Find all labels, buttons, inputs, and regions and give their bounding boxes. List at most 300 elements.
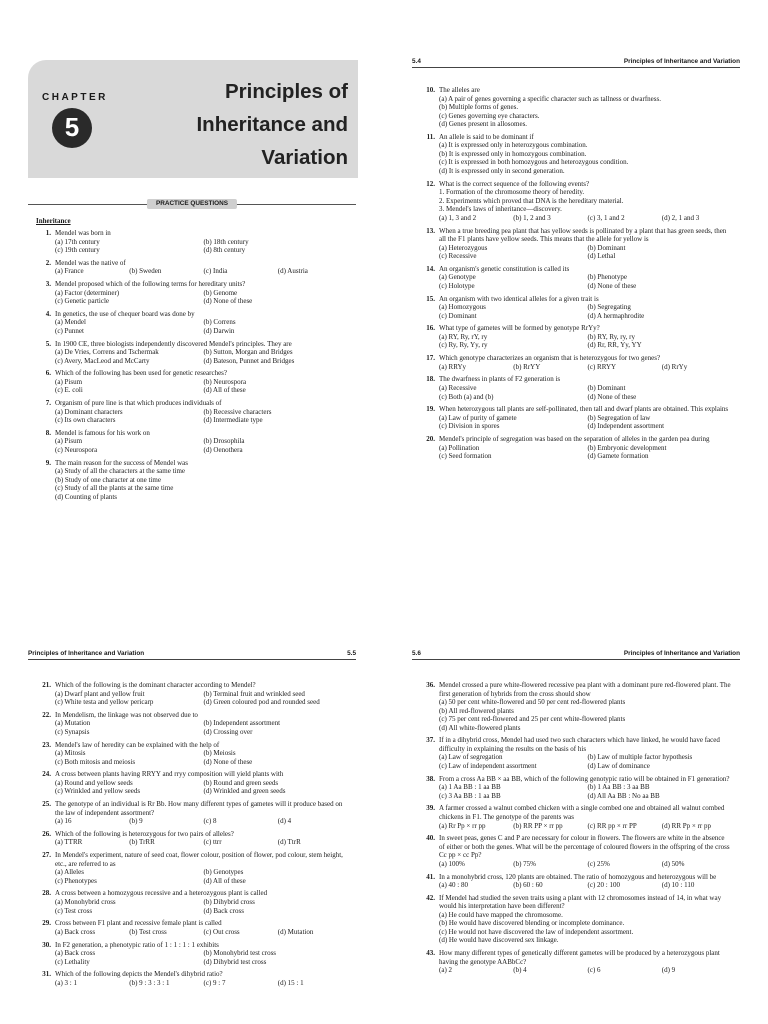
running-header <box>412 58 740 68</box>
answer-option: (a) TTRR <box>55 838 83 847</box>
question-number: 5. <box>45 339 51 348</box>
answer-option: (d) Genes present in allosomes. <box>439 120 528 129</box>
question-number: 23. <box>42 740 51 749</box>
answer-option: (c) 3 Aa BB : 1 aa BB <box>439 791 501 800</box>
option-list <box>420 244 732 261</box>
answer-option: (d) All of these <box>203 386 246 395</box>
question-number: 12. <box>426 179 435 188</box>
option-list <box>420 214 732 223</box>
page-number: 5.6 <box>412 650 421 658</box>
answer-option: (c) RR pp × rr PP <box>587 821 637 830</box>
answer-option: (d) Dihybrid test cross <box>203 957 267 966</box>
question-number: 4. <box>45 309 51 318</box>
question-number: 30. <box>42 940 51 949</box>
answer-option: (b) Genotypes <box>203 868 244 877</box>
question-item <box>36 889 348 915</box>
answer-option: (b) Dominant <box>587 383 626 392</box>
option-list <box>36 238 348 255</box>
question-number: 21. <box>42 681 51 689</box>
question-number: 25. <box>42 800 51 809</box>
answer-option: (a) Homozygous <box>439 303 486 312</box>
question-text: What is the correct sequence of the following events? <box>439 179 590 188</box>
answer-option: (a) 40 : 80 <box>439 881 468 890</box>
answer-option: (b) 18th century <box>203 237 249 246</box>
answer-option: (d) Lethal <box>587 252 616 261</box>
answer-option: (a) Back cross <box>55 949 96 958</box>
answer-option: (b) 9 <box>129 817 143 826</box>
page-1 <box>0 0 384 512</box>
question-item <box>420 834 732 868</box>
answer-option: (a) 50 per cent white-flowered and 50 per cent red-flowered plants <box>439 698 626 707</box>
question-text: How many different types of genetically different gametes will be produced by a heterozygous plant having the genotype AABbCc? <box>439 949 720 966</box>
answer-option: (b) RY, Ry, ry, ry <box>587 332 635 341</box>
question-text: An allele is said to be dominant if <box>439 132 534 141</box>
question-item <box>36 310 348 336</box>
answer-option: (d) 2, 1 and 3 <box>661 213 700 222</box>
answer-option: (b) Independent assortment <box>203 719 281 728</box>
question-text: When heterozygous tall plants are self-pollinated, then tall and dwarf plants are obtained. This explains <box>439 405 729 414</box>
answer-option: (b) Embryonic development <box>587 443 667 452</box>
question-number: 26. <box>42 829 51 838</box>
question-item <box>420 949 732 975</box>
page-4 <box>384 512 768 1024</box>
answer-option: (d) None of these <box>587 392 637 401</box>
question-number: 16. <box>426 324 435 333</box>
question-item <box>36 919 348 936</box>
question-text: Which genotype characterizes an organism that is heterozygous for two genes? <box>439 354 661 363</box>
answer-option: (b) Recessive characters <box>203 407 272 416</box>
question-item <box>420 180 732 223</box>
answer-option: (b) Drosophila <box>203 437 245 446</box>
answer-option: (a) RY, Ry, rY, ry <box>439 332 488 341</box>
question-item <box>420 265 732 291</box>
answer-option: (c) Holotype <box>439 281 475 290</box>
answer-option: (d) 50% <box>661 859 685 868</box>
option-list <box>36 318 348 335</box>
chapter-label: CHAPTER <box>42 92 108 103</box>
question-number: 43. <box>426 949 435 958</box>
question-item <box>420 375 732 401</box>
answer-option: (b) Segregation of law <box>587 413 651 422</box>
option-list <box>420 303 732 320</box>
question-text: Mendel's principle of segregation was based on the separation of alleles in the garden pea during <box>439 435 710 443</box>
question-item <box>36 851 348 885</box>
question-text: An organism with two identical alleles for a given trait is <box>439 294 599 303</box>
answer-option: (d) It is expressed only in second generation. <box>439 166 565 175</box>
answer-option: (d) 9 <box>661 966 676 975</box>
question-list <box>36 681 348 992</box>
question-text: A cross between plants having RRYY and rryy composition will yield plants with <box>55 770 284 779</box>
answer-option: (d) Law of dominance <box>587 761 650 770</box>
answer-option: (b) He would have discovered blending or incomplete dominance. <box>439 919 625 928</box>
answer-option: (b) Genome <box>203 288 238 297</box>
question-text: Mendel proposed which of the following terms for hereditary units? <box>55 280 246 289</box>
chapter-title <box>148 76 348 174</box>
answer-option: (d) A hermaphrodite <box>587 311 645 320</box>
question-text: Mendel is famous for his work on <box>55 428 150 437</box>
question-number: 8. <box>45 428 51 437</box>
question-text: The main reason for the success of Mendel was <box>55 458 188 467</box>
question-item <box>420 133 732 176</box>
answer-option: (b) RrYY <box>513 362 541 371</box>
answer-option: (a) Factor (determiner) <box>55 288 120 297</box>
answer-option: (d) Mutation <box>277 927 314 936</box>
answer-option: (c) 6 <box>587 966 601 975</box>
statement: 3. Mendel's laws of inheritance—discovery. <box>439 205 562 214</box>
question-number: 7. <box>45 399 51 408</box>
question-number: 6. <box>45 369 51 378</box>
option-list <box>420 384 732 401</box>
answer-option: (c) It is expressed in both homozygous and heterozygous condition. <box>439 158 629 167</box>
page-number: 5.4 <box>412 58 421 66</box>
question-item <box>420 354 732 371</box>
answer-option: (c) Synapsis <box>55 727 90 736</box>
question-item <box>420 295 732 321</box>
answer-option: (a) He could have mapped the chromosome. <box>439 910 563 919</box>
option-list <box>36 898 348 915</box>
answer-option: (c) Recessive <box>439 252 477 261</box>
chapter-title-line: Variation <box>261 145 348 169</box>
question-text: Mendel crossed a pure white-flowered recessive pea plant with a dominant pure red-flowered plant. The first generation of hybrids from the cross should show <box>439 681 731 698</box>
option-list <box>36 408 348 425</box>
answer-option: (c) Wrinkled and yellow seeds <box>55 787 141 796</box>
question-item <box>36 399 348 425</box>
answer-option: (c) Phenotypes <box>55 876 97 885</box>
question-number: 24. <box>42 770 51 779</box>
question-text: Which of the following depicts the Mendel's dihybrid ratio? <box>55 970 223 979</box>
question-text: Mendel was born in <box>55 229 111 237</box>
question-text: Organism of pure line is that which produces individuals of <box>55 399 222 408</box>
answer-option: (a) 16 <box>55 817 72 826</box>
answer-option: (c) Seed formation <box>439 452 492 461</box>
question-item <box>420 435 732 461</box>
answer-option: (c) Neurospora <box>55 446 98 454</box>
question-number: 19. <box>426 405 435 414</box>
question-number: 14. <box>426 264 435 273</box>
answer-option: (d) Darwin <box>203 326 235 335</box>
question-item <box>36 770 348 796</box>
answer-option: (d) All of these <box>203 876 246 885</box>
question-item <box>420 681 732 732</box>
statement: 2. Experiments which proved that DNA is the hereditary material. <box>439 196 624 205</box>
option-list <box>420 860 732 869</box>
answer-option: (b) Sutton, Morgan and Bridges <box>203 348 293 357</box>
answer-option: (a) 1, 3 and 2 <box>439 213 477 222</box>
question-text: The dwarfness in plants of F2 generation is <box>439 375 561 384</box>
question-item <box>36 970 348 987</box>
answer-option: (c) 9 : 7 <box>203 978 226 987</box>
option-list <box>36 779 348 796</box>
question-number: 11. <box>426 132 435 141</box>
question-number: 36. <box>426 681 435 689</box>
question-text: The genotype of an individual is Rr Bb. How many different types of gametes will it produce based on the law of independent assortment? <box>55 800 343 817</box>
option-list <box>36 817 348 826</box>
question-number: 20. <box>426 435 435 443</box>
question-text: A cross between a homozygous recessive and a heterozygous plant is called <box>55 889 268 898</box>
answer-option: (a) 1 Aa BB : 1 aa BB <box>439 783 501 792</box>
question-number: 31. <box>42 970 51 979</box>
answer-option: (c) ttrr <box>203 838 222 847</box>
answer-option: (b) Study of one character at one time <box>55 475 161 484</box>
answer-option: (b) Dominant <box>587 243 626 252</box>
answer-option: (d) Intermediate type <box>203 416 263 425</box>
answer-option: (b) Round and green seeds <box>203 778 279 787</box>
question-item <box>36 459 348 502</box>
question-text: The alleles are <box>439 86 480 94</box>
answer-option: (d) All white-flowered plants <box>439 723 521 732</box>
answer-option: (b) Segregating <box>587 303 631 312</box>
question-number: 1. <box>45 229 51 237</box>
answer-option: (b) Terminal fruit and wrinkled seed <box>203 689 305 698</box>
question-number: 42. <box>426 893 435 902</box>
answer-option: (b) 1 Aa BB : 3 aa BB <box>587 783 650 792</box>
question-number: 18. <box>426 375 435 384</box>
answer-option: (b) 60 : 60 <box>513 881 543 890</box>
question-number: 15. <box>426 294 435 303</box>
answer-option: (c) Punnet <box>55 326 84 335</box>
answer-option: (b) Multiple forms of genes. <box>439 103 519 112</box>
question-number: 27. <box>42 851 51 860</box>
question-item <box>36 429 348 455</box>
option-list <box>36 378 348 395</box>
answer-option: (a) It is expressed only in heterozygous combination. <box>439 141 588 150</box>
answer-option: (d) 4 <box>277 817 292 826</box>
answer-option: (b) 1, 2 and 3 <box>513 213 551 222</box>
answer-option: (d) Wrinkled and green seeds <box>203 787 286 796</box>
answer-option: (a) A pair of genes governing a specific character such as tallness or dwarfness. <box>439 94 661 103</box>
running-title: Principles of Inheritance and Variation <box>28 650 145 658</box>
answer-option: (b) 4 <box>513 966 527 975</box>
question-number: 40. <box>426 834 435 843</box>
option-list <box>36 267 348 276</box>
statement-list <box>420 188 732 214</box>
answer-option: (c) Division in spores <box>439 422 500 431</box>
option-list <box>420 881 732 890</box>
answer-option: (a) Dominant characters <box>55 407 123 416</box>
answer-option: (a) Recessive <box>439 383 477 392</box>
answer-option: (c) E. coli <box>55 386 83 395</box>
answer-option: (a) France <box>55 267 84 276</box>
page-number: 5.5 <box>347 650 356 658</box>
answer-option: (c) 20 : 100 <box>587 881 620 890</box>
answer-option: (b) All red-flowered plants <box>439 706 514 715</box>
question-text: In genetics, the use of chequer board was done by <box>55 309 195 318</box>
answer-option: (a) Mutation <box>55 719 91 728</box>
answer-option: (a) 100% <box>439 859 465 868</box>
question-item <box>36 229 348 255</box>
answer-option: (c) Genes governing eye characters. <box>439 111 540 120</box>
question-item <box>36 369 348 395</box>
answer-option: (a) Rr Pp × rr pp <box>439 821 486 830</box>
answer-option: (c) White testa and yellow pericarp <box>55 698 154 707</box>
answer-option: (c) Genetic particle <box>55 297 110 306</box>
option-list <box>36 437 348 454</box>
question-item <box>420 894 732 945</box>
answer-option: (b) TrRR <box>129 838 155 847</box>
question-item <box>36 280 348 306</box>
answer-option: (d) None of these <box>203 297 253 306</box>
answer-option: (c) 8 <box>203 817 217 826</box>
question-text: In Mendel's experiment, nature of seed coat, flower colour, position of flower, pod colour, stem height, etc., are referred to as <box>55 851 343 868</box>
question-text: Mendel was the native of <box>55 258 126 267</box>
answer-option: (d) Independent assortment <box>587 422 665 431</box>
answer-option: (c) India <box>203 267 228 276</box>
answer-option: (a) Back cross <box>55 927 96 936</box>
question-text: A farmer crossed a walnut combed chicken with a single combed one and obtained all walnut combed chickens in F1. The genotype of the parents was <box>439 804 725 821</box>
option-list <box>36 949 348 966</box>
question-text: Which of the following is the dominant character according to Mendel? <box>55 681 256 689</box>
answer-option: (a) Pisum <box>55 437 83 446</box>
question-text: In sweet peas, genes C and P are necessary for colour in flowers. The flowers are white in the absence of either or both the genes. What will be the percentage of coloured flowers in the offspring of the cross Cc pp × cc Pp? <box>439 834 730 860</box>
answer-option: (a) 3 : 1 <box>55 978 77 987</box>
answer-option: (c) He would not have discovered the law of independent assortment. <box>439 927 634 936</box>
answer-option: (d) Rr, RR, Yy, YY <box>587 341 642 350</box>
statement: 1. Formation of the chromosome theory of heredity. <box>439 188 585 197</box>
answer-option: (c) 75 per cent red-flowered and 25 per cent white-flowered plants <box>439 715 626 724</box>
answer-option: (d) None of these <box>203 757 253 766</box>
option-list <box>420 822 732 831</box>
answer-option: (c) Dominant <box>439 311 477 320</box>
question-text: From a cross Aa BB × aa BB, which of the following genotypic ratio will be obtained in F1 generation? <box>439 774 730 783</box>
chapter-number-badge: 5 <box>52 108 92 148</box>
question-text: In F2 generation, a phenotypic ratio of 1 : 1 : 1 : 1 exhibits <box>55 940 219 949</box>
option-list <box>420 333 732 350</box>
answer-option: (d) All Aa BB : No aa BB <box>587 791 660 800</box>
question-number: 37. <box>426 736 435 745</box>
question-text: In 1900 CE, three biologists independently discovered Mendel's principles. They are <box>55 339 292 348</box>
answer-option: (b) 9 : 3 : 3 : 1 <box>129 978 170 987</box>
question-text: In Mendelism, the linkage was not observed due to <box>55 710 198 719</box>
option-list <box>420 911 732 945</box>
question-number: 22. <box>42 710 51 719</box>
option-list <box>420 414 732 431</box>
option-list <box>420 95 732 129</box>
answer-option: (d) Back cross <box>203 906 244 915</box>
question-item <box>36 800 348 826</box>
question-number: 29. <box>42 919 51 928</box>
question-number: 10. <box>426 86 435 94</box>
question-number: 38. <box>426 774 435 783</box>
section-heading: Inheritance <box>36 217 71 225</box>
question-number: 13. <box>426 226 435 235</box>
option-list <box>36 348 348 365</box>
question-number: 41. <box>426 872 435 881</box>
answer-option: (a) Alleles <box>55 868 84 877</box>
answer-option: (a) Mitosis <box>55 749 86 758</box>
answer-option: (d) 15 : 1 <box>277 978 304 987</box>
question-number: 3. <box>45 280 51 289</box>
answer-option: (d) Green coloured pod and rounded seed <box>203 698 320 707</box>
question-item <box>36 830 348 847</box>
answer-option: (a) Heterozygous <box>439 243 488 252</box>
option-list <box>420 273 732 290</box>
answer-option: (c) Lethality <box>55 957 90 966</box>
answer-option: (c) Law of independent assortment <box>439 761 537 770</box>
answer-option: (c) Test cross <box>55 906 93 915</box>
answer-option: (b) Monohybrid test cross <box>203 949 277 958</box>
question-text: In a monohybrid cross, 120 plants are obtained. The ratio of homozygous and heterozygous will be <box>439 872 717 881</box>
question-text: If Mendel had studied the seven traits using a plant with 12 chromosomes instead of 14, in what way would his interpretation have been different? <box>439 893 722 911</box>
question-item <box>36 741 348 767</box>
answer-option: (c) 19th century <box>55 246 100 255</box>
answer-option: (a) Mendel <box>55 318 86 327</box>
answer-option: (a) Law of purity of gamete <box>439 413 517 422</box>
answer-option: (a) Pisum <box>55 377 83 386</box>
question-item <box>420 775 732 801</box>
answer-option: (b) RR PP × rr pp <box>513 821 563 830</box>
question-number: 39. <box>426 804 435 813</box>
answer-option: (d) RR Pp × rr pp <box>661 821 712 830</box>
page-3 <box>0 512 384 1024</box>
answer-option: (a) Monohybrid cross <box>55 898 116 906</box>
question-item <box>36 681 348 707</box>
option-list <box>36 928 348 937</box>
question-text: Cross between F1 plant and recessive female plant is called <box>55 919 222 928</box>
option-list <box>420 753 732 770</box>
answer-option: (a) 2 <box>439 966 453 975</box>
answer-option: (d) He would have discovered sex linkage. <box>439 936 559 945</box>
answer-option: (c) Both mitosis and meiosis <box>55 757 136 766</box>
option-list <box>420 444 732 461</box>
answer-option: (b) Correns <box>203 318 236 327</box>
question-number: 17. <box>426 354 435 363</box>
answer-option: (a) Round and yellow seeds <box>55 778 133 787</box>
answer-option: (b) It is expressed only in homozygous combination. <box>439 149 587 158</box>
option-list <box>420 966 732 975</box>
answer-option: (b) Meiosis <box>203 749 236 758</box>
question-number: 28. <box>42 889 51 898</box>
question-item <box>420 405 732 431</box>
answer-option: (d) None of these <box>587 281 637 290</box>
question-item <box>420 736 732 770</box>
question-text: Which of the following is heterozygous for two pairs of alleles? <box>55 829 234 838</box>
answer-option: (d) 10 : 110 <box>661 881 695 890</box>
running-header <box>412 650 740 660</box>
answer-option: (d) 8th century <box>203 246 246 255</box>
question-item <box>420 804 732 830</box>
question-list <box>36 229 348 506</box>
option-list <box>36 467 348 501</box>
answer-option: (d) Gamete formation <box>587 452 649 461</box>
answer-option: (a) 17th century <box>55 237 100 246</box>
answer-option: (b) Phenotype <box>587 273 627 282</box>
question-item <box>420 86 732 129</box>
question-list <box>420 86 732 465</box>
answer-option: (c) RRYY <box>587 362 617 371</box>
page-2 <box>384 0 768 512</box>
answer-option: (b) Law of multiple factor hypothesis <box>587 753 693 762</box>
answer-option: (d) Counting of plants <box>55 492 118 501</box>
chapter-title-line: Principles of <box>224 80 348 103</box>
chapter-title-line: Inheritance and <box>196 112 348 136</box>
answer-option: (b) Neurospora <box>203 377 247 386</box>
answer-option: (b) 75% <box>513 859 536 868</box>
question-text: An organism's genetic constitution is called its <box>439 264 570 273</box>
answer-option: (c) Out cross <box>203 927 240 936</box>
answer-option: (d) Bateson, Punnet and Bridges <box>203 356 295 365</box>
question-number: 9. <box>45 458 51 467</box>
answer-option: (a) Study of all the characters at the same time <box>55 467 186 476</box>
practice-questions-label: PRACTICE QUESTIONS <box>147 199 237 209</box>
answer-option: (c) Study of all the plants at the same time <box>55 484 174 493</box>
answer-option: (c) 25% <box>587 859 610 868</box>
answer-option: (a) Dwarf plant and yellow fruit <box>55 689 145 698</box>
option-list <box>36 838 348 847</box>
question-item <box>36 711 348 737</box>
option-list <box>420 141 732 175</box>
answer-option: (c) Ry, Ry, Yy, ry <box>439 341 488 350</box>
option-list <box>36 868 348 885</box>
